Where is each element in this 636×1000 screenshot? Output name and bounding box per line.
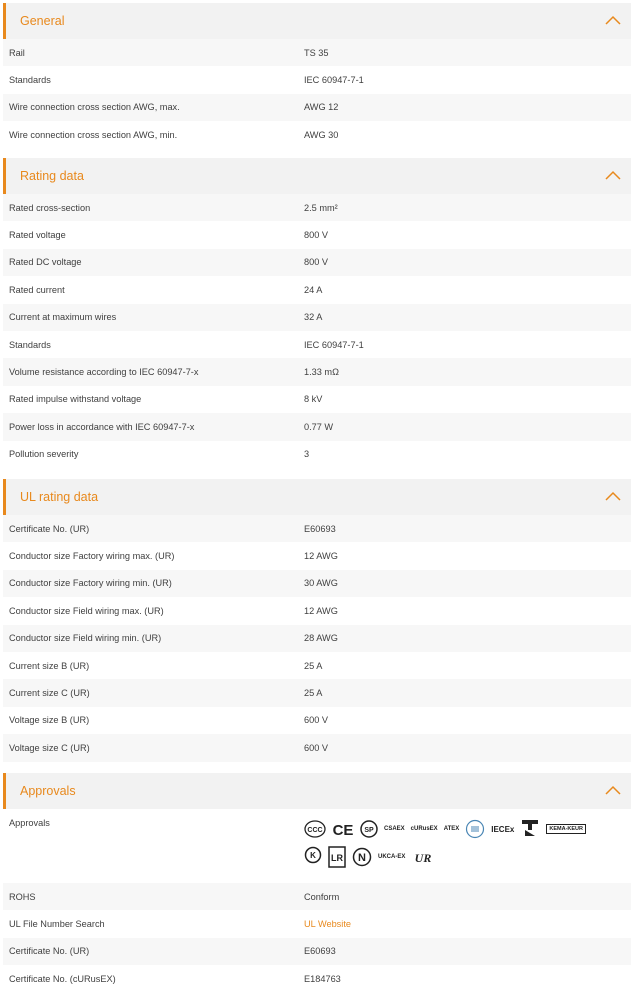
section-title: General [20,14,65,28]
row-value: 28 AWG [304,633,338,644]
spec-row [3,570,631,597]
spec-row [3,39,631,66]
atex-logo [444,818,460,840]
curusex-logo [411,818,438,840]
logo-text: KEMA-KEUR [546,824,586,834]
ul-website-link[interactable]: UL Website [304,919,351,930]
spec-row [3,331,631,358]
row-value: AWG 30 [304,129,339,140]
spec-row [3,938,631,965]
row-value: 2.5 mm² [304,202,338,213]
row-value: 3 [304,449,310,460]
svg-text:LR: LR [331,853,343,863]
spec-row [3,66,631,93]
spec-row [3,515,631,542]
chevron-up-icon[interactable] [605,490,621,502]
spec-row [3,304,631,331]
row-value: 12 AWG [304,605,338,616]
kema-keur-logo [546,818,586,840]
csaex-logo [384,818,405,840]
spec-row [3,910,631,937]
row-label: Volume resistance according to IEC 60947-7-x [9,367,199,378]
row-value: 30 AWG [304,578,338,589]
row-value: E184763 [304,973,341,984]
section-header-rating-data[interactable] [3,158,631,194]
row-label: Power loss in accordance with IEC 60947-7-x [9,421,195,432]
spec-row [3,679,631,706]
spec-row [3,707,631,734]
row-value: AWG 12 [304,102,339,113]
inmetro-logo [520,818,540,840]
row-label: Voltage size B (UR) [9,715,90,726]
spec-row [3,597,631,624]
spec-row [3,194,631,221]
n-logo [352,846,372,868]
chevron-up-icon[interactable] [605,784,621,796]
iecex-logo [491,818,514,840]
spec-row [3,625,631,652]
row-label: Rated voltage [9,230,66,241]
spec-row [3,94,631,121]
logo-text: ATEX [443,826,460,832]
section-ul-rating-data [3,479,631,762]
row-value: E60693 [304,523,336,534]
row-value: 25 A [304,660,323,671]
row-label: Wire connection cross section AWG, max. [9,102,180,113]
row-value: Conform [304,891,340,902]
chevron-up-icon[interactable] [605,14,621,26]
section-approvals [3,773,631,993]
section-header-general[interactable] [3,3,631,39]
row-label: Standards [9,75,51,86]
svg-text:N: N [358,852,366,864]
logo-text: UKCA-EX [378,854,406,860]
spec-row [3,652,631,679]
row-label: Conductor size Field wiring min. (UR) [9,633,162,644]
approval-logos [304,809,614,874]
row-label: Rated impulse withstand voltage [9,394,142,405]
lr-logo [328,846,346,868]
svg-text:CE: CE [332,822,354,838]
row-value: 32 A [304,312,323,323]
section-general [3,3,631,149]
row-label: Rated cross-section [9,202,91,213]
logo-text: IECEx [491,824,515,834]
row-value: 8 kV [304,394,323,405]
row-label: Rail [9,47,25,58]
row-label: Certificate No. (UR) [9,523,90,534]
logo-text: cURusEX [410,826,438,832]
row-value: 0.77 W [304,421,334,432]
spec-row [3,121,631,148]
row-value [304,919,631,929]
row-value: 12 AWG [304,551,338,562]
row-label: Current size B (UR) [9,660,90,671]
logo-text: CSAEX [384,826,405,832]
spec-row [3,734,631,761]
row-value: 25 A [304,688,323,699]
row-value: TS 35 [304,47,329,58]
approvals-logos-row [3,809,631,883]
spec-row [3,249,631,276]
spec-row [3,883,631,910]
svg-text:CCC: CCC [307,827,323,834]
section-title: Approvals [20,784,76,798]
spec-row [3,413,631,440]
row-label: Approvals [9,818,50,828]
ce-logo [332,818,354,840]
svg-text:K: K [310,851,316,860]
row-value: 24 A [304,284,323,295]
row-label: Current at maximum wires [9,312,117,323]
row-label: Voltage size C (UR) [9,742,90,753]
svg-text:SP: SP [364,827,374,834]
row-value: 600 V [304,715,329,726]
row-label: Certificate No. (UR) [9,946,90,957]
row-label: Standards [9,339,51,350]
section-header-ul-rating-data[interactable] [3,479,631,515]
row-value: IEC 60947-7-1 [304,339,364,350]
row-value: 1.33 mΩ [304,367,339,378]
row-value: 800 V [304,230,329,241]
spec-row [3,542,631,569]
ccc-logo [304,818,326,840]
spec-row [3,386,631,413]
row-label: UL File Number Search [9,919,105,930]
row-label: Current size C (UR) [9,688,90,699]
eac-logo [465,818,485,840]
spec-row [3,276,631,303]
spec-row [3,441,631,468]
spec-row [3,221,631,248]
svg-text:UR: UR [415,851,432,865]
row-value: IEC 60947-7-1 [304,75,364,86]
spec-row [3,358,631,385]
kc-logo [304,846,322,868]
row-label: Certificate No. (cURusEX) [9,973,116,984]
row-label: Rated current [9,284,65,295]
row-label: Wire connection cross section AWG, min. [9,129,178,140]
row-label: Rated DC voltage [9,257,82,268]
row-value: 800 V [304,257,329,268]
csa-logo [360,818,378,840]
chevron-up-icon[interactable] [605,169,621,181]
section-title: UL rating data [20,490,99,504]
row-value: E60693 [304,946,336,957]
section-rating-data [3,158,631,468]
row-label: ROHS [9,891,36,902]
section-title: Rating data [20,169,84,183]
row-label: Conductor size Field wiring max. (UR) [9,605,164,616]
spec-row [3,965,631,992]
ukca-ex-logo [378,846,405,868]
row-label: Conductor size Factory wiring min. (UR) [9,578,172,589]
section-header-approvals[interactable] [3,773,631,809]
row-label: Pollution severity [9,449,79,460]
row-value: 600 V [304,742,329,753]
row-label: Conductor size Factory wiring max. (UR) [9,551,175,562]
ur-logo [411,846,435,868]
